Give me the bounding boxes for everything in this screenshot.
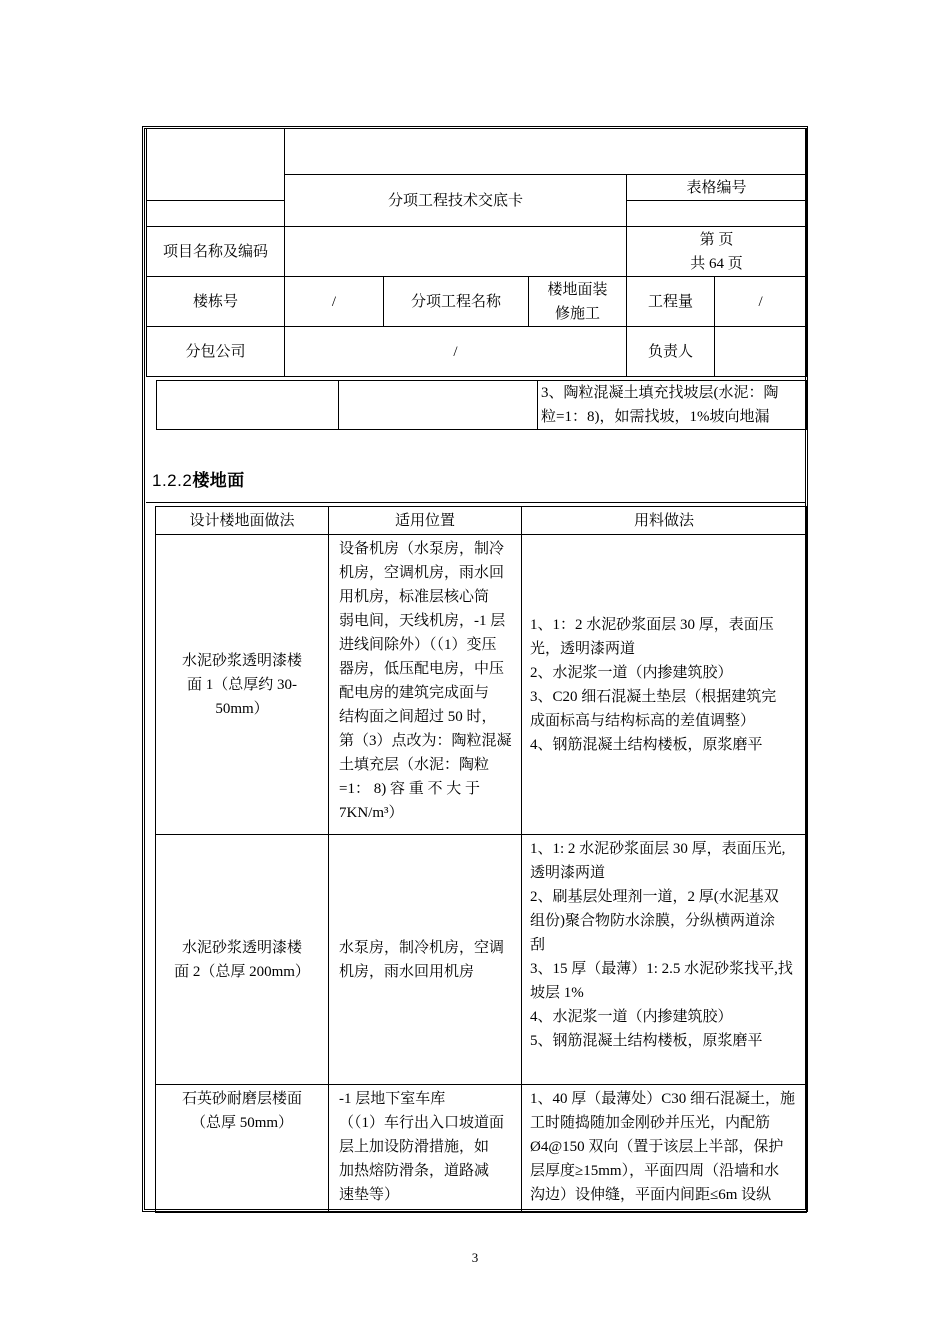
responsible-value — [715, 327, 807, 377]
section-number: 1.2.2 — [152, 471, 193, 490]
column-header-location: 适用位置 — [329, 507, 522, 535]
subcontractor-label: 分包公司 — [147, 327, 285, 377]
quantity-label: 工程量 — [627, 277, 715, 327]
row3-method: 石英砂耐磨层楼面 （总厚 50mm） — [156, 1085, 329, 1213]
table-row — [156, 835, 807, 1085]
table-row — [156, 1085, 807, 1213]
building-label: 楼栋号 — [147, 277, 285, 327]
logo-cell-lower — [147, 201, 285, 227]
row3-location: -1 层地下室车库 （（1）车行出入口坡道面 层上加设防滑措施，如 加热熔防滑条，道路减 速垫等） — [329, 1085, 522, 1213]
floor-finish-table — [155, 506, 807, 1213]
subproject-label: 分项工程名称 — [384, 277, 529, 327]
quantity-value: / — [715, 277, 807, 327]
continued-method-cell — [157, 381, 339, 430]
page-number: 3 — [471, 1250, 479, 1265]
responsible-label: 负责人 — [627, 327, 715, 377]
project-label: 项目名称及编码 — [147, 227, 285, 277]
section-divider — [146, 502, 806, 503]
column-header-materials: 用料做法 — [522, 507, 807, 535]
section-title: 楼地面 — [192, 471, 245, 490]
row2-method: 水泥砂浆透明漆楼 面 2（总厚 200mm） — [156, 835, 329, 1085]
building-value: / — [285, 277, 384, 327]
continued-table — [156, 380, 807, 430]
row1-method: 水泥砂浆透明漆楼 面 1（总厚约 30- 50mm） — [156, 535, 329, 835]
table-row — [156, 535, 807, 835]
row3-materials: 1、40 厚（最薄处）C30 细石混凝土，施 工时随捣随加金刚砂并压光，内配筋 Ø4@150 双向（置于该层上半部，保护 层厚度≥15mm），平面四周（沿墙和水 沟边）设伸缝，平面内间距≤6m 设纵 — [522, 1085, 807, 1213]
form-number-label: 表格编号 — [627, 175, 807, 201]
logo-cell — [147, 129, 285, 201]
page-info — [627, 227, 807, 277]
subcontractor-value: / — [285, 327, 627, 377]
header-form-table — [146, 128, 807, 377]
row2-materials: 1、1: 2 水泥砂浆面层 30 厚，表面压光, 透明漆两道 2、刷基层处理剂一道，2 厚(水泥基双 组份)聚合物防水涂膜，分纵横两道涂 刮 3、15 厚（最薄）1: 2.5 水泥砂浆找平,找 坡层 1% 4、水泥浆一道（内掺建筑胶） 5、钢筋混凝土结构楼板，原浆磨平 — [522, 835, 807, 1085]
continued-materials-cell: 3、陶粒混凝土填充找坡层(水泥：陶 粒=1：8)，如需找坡，1%坡向地漏 — [538, 381, 807, 430]
row1-materials: 1、1：2 水泥砂浆面层 30 厚，表面压 光，透明漆两道 2、水泥浆一道（内掺建筑胶） 3、C20 细石混凝土垫层（根据建筑完 成面标高与结构标高的差值调整） 4、钢筋混凝土结构楼板，原浆磨平 — [522, 535, 807, 835]
total-pages: 共 64 页 — [690, 255, 743, 272]
section-heading — [152, 466, 245, 491]
continued-location-cell — [339, 381, 538, 430]
card-title: 分项工程技术交底卡 — [285, 175, 627, 227]
page-label: 第 页 — [699, 231, 734, 248]
row2-location: 水泵房，制冷机房，空调 机房，雨水回用机房 — [329, 835, 522, 1085]
subproject-value: 楼地面装 修施工 — [529, 277, 627, 327]
header-blank-cell — [285, 129, 807, 175]
form-number-value — [627, 201, 807, 227]
project-value — [285, 227, 627, 277]
row1-location: 设备机房（水泵房，制冷 机房，空调机房，雨水回 用机房，标准层核心筒 弱电间，天线机房，-1 层 进线间除外）（（1）变压 器房，低压配电房，中压 配电房的建筑完成面与 结构面之间超过 50 时， 第（3）点改为：陶粒混凝 土填充层（水泥：陶粒 =1： 8) 容 重 不 大 于 7KN/m³） — [329, 535, 522, 835]
column-header-method: 设计楼地面做法 — [156, 507, 329, 535]
